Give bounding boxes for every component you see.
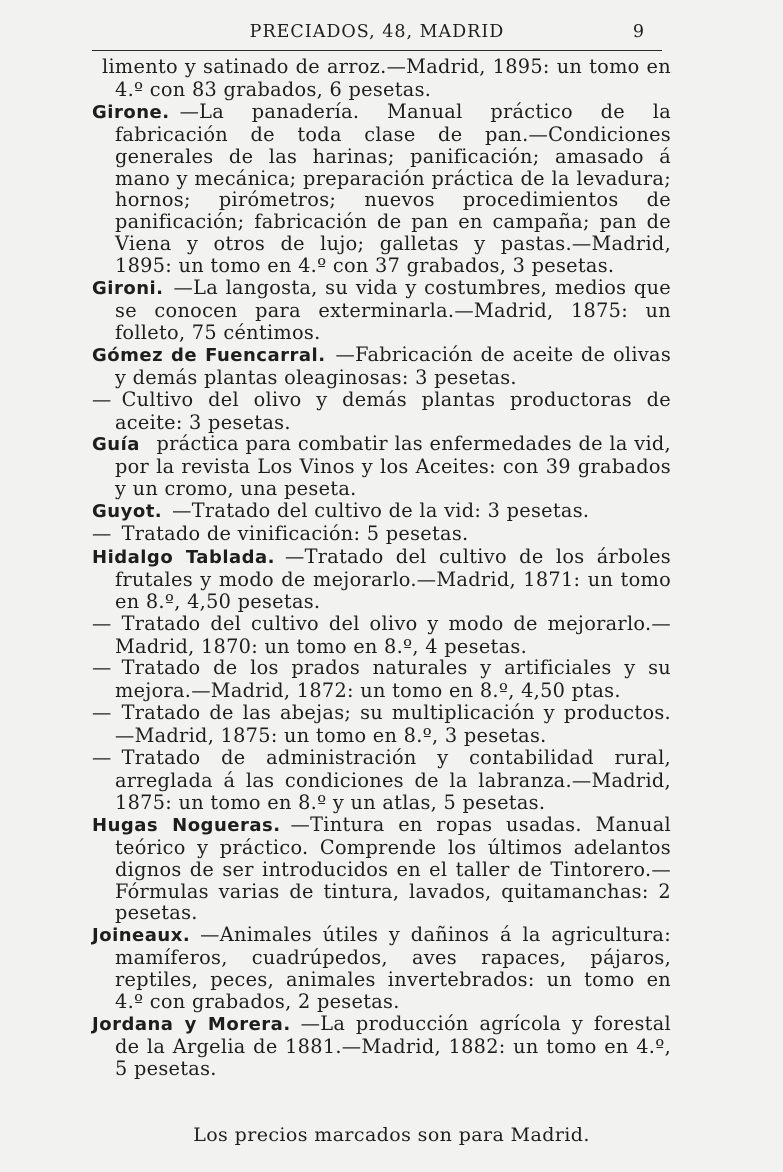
entry-text: Tratado del cultivo del olivo y modo de mejorarlo.—Madrid, 1870: un tomo en 8.º, 4 pesetas. <box>115 611 671 658</box>
catalog-entries <box>92 56 671 1080</box>
catalog-entry <box>92 702 671 747</box>
entry-author: Jordana y Morera. <box>92 1013 291 1035</box>
catalog-entry <box>92 814 671 925</box>
entry-author: Hidalgo Tablada. <box>92 546 276 568</box>
entry-text: Tratado de las abejas; su multiplicación y productos.—Madrid, 1875: un tomo en 8.º, 3 pesetas. <box>115 701 671 748</box>
entry-dash: — <box>92 656 112 680</box>
entry-text: —Animales útiles y dañinos á la agricultura: mamíferos, cuadrúpedos, aves rapaces, pájaros, reptiles, peces, animales invertebrados: un tomo en 4.º con grabados, 2 pesetas. <box>115 923 671 1014</box>
entry-text: Tratado de vinificación: 5 pesetas. <box>121 522 469 546</box>
entry-text: —La panadería. Manual práctico de la fabricación de toda clase de pan.—Condiciones generales de las harinas; panificación; amasado á mano y mecánica; preparación práctica de la levadura; hornos; pirómetros; nuevos procedimientos de panificación; fabricación de pan en campaña; pan de Viena y otros de lujo; galletas y pastas.—Madrid, 1895: un tomo en 4.º con 37 grabados, 3 pesetas. <box>115 99 671 278</box>
price-note: Los precios marcados son para Madrid. <box>193 1124 590 1146</box>
catalog-entry <box>92 101 671 277</box>
entry-author: Gironi. <box>92 278 164 300</box>
catalog-entry <box>92 657 671 702</box>
catalog-entry <box>92 924 671 1013</box>
entry-text: limento y satinado de arroz.—Madrid, 1895: un tomo en 4.º con 83 grabados, 6 pesetas. <box>102 55 671 101</box>
entry-author: Guía <box>92 434 140 456</box>
entry-text: —Tintura en ropas usadas. Manual teórico y práctico. Comprende los últimos adelantos dignos de ser introducidos en el taller de Tintorero.—Fórmulas varias de tintura, lavados, quitamanchas: 2 pesetas. <box>115 812 671 925</box>
catalog-entry <box>92 500 671 523</box>
entry-dash: — <box>92 387 112 411</box>
entry-author: Girone. <box>92 101 170 123</box>
entry-text: —Fabricación de aceite de olivas y demás plantas oleaginosas: 3 pesetas. <box>115 342 672 389</box>
entry-dash: — <box>92 746 112 770</box>
entry-text: Tratado de administración y contabilidad rural, arreglada á las condiciones de la labranza.—Madrid, 1875: un tomo en 8.º y un atlas, 5 pesetas. <box>115 746 671 814</box>
entry-text: práctica para combatir las enfermedades de la vid, por la revista Los Vinos y los Aceites: con 39 grabados y un cromo, una peseta. <box>115 432 671 501</box>
catalog-entry <box>92 1013 671 1080</box>
catalog-entry <box>92 546 671 613</box>
entry-author: Joineaux. <box>92 925 191 947</box>
entry-dash: — <box>92 701 112 725</box>
page-number: 9 <box>632 22 644 42</box>
entry-text: Cultivo del olivo y demás plantas productoras de aceite: 3 pesetas. <box>115 387 671 434</box>
catalog-entry <box>92 433 671 500</box>
entry-dash: — <box>92 522 112 546</box>
entry-text: —Tratado del cultivo de la vid: 3 pesetas. <box>172 499 590 523</box>
entry-text: —Tratado del cultivo de los árboles frutales y modo de mejorarlo.—Madrid, 1871: un tomo en 8.º, 4,50 pesetas. <box>115 544 671 613</box>
catalog-entry <box>92 277 671 344</box>
page-header <box>92 14 662 51</box>
entry-text: —La producción agrícola y forestal de la Argelia de 1881.—Madrid, 1882: un tomo en 4.º, 5 pesetas. <box>115 1011 671 1080</box>
entry-text: Tratado de los prados naturales y artificiales y su mejora.—Madrid, 1872: un tomo en 8.º, 4,50 ptas. <box>115 656 671 703</box>
entry-author: Hugas Nogueras. <box>92 814 281 836</box>
running-title: PRECIADOS, 48, MADRID <box>249 22 505 42</box>
entry-dash: — <box>92 611 112 635</box>
catalog-entry <box>92 56 671 101</box>
entry-author: Gómez de Fuencarral. <box>92 344 326 366</box>
catalog-entry <box>92 747 671 814</box>
catalog-entry <box>92 613 671 658</box>
entry-author: Guyot. <box>92 501 163 523</box>
catalog-entry <box>92 523 671 546</box>
entry-text: —La langosta, su vida y costumbres, medios que se conocen para exterminarla.—Madrid, 1875: un folleto, 75 céntimos. <box>115 276 671 344</box>
catalog-entry <box>92 389 671 434</box>
catalog-entry <box>92 344 671 389</box>
